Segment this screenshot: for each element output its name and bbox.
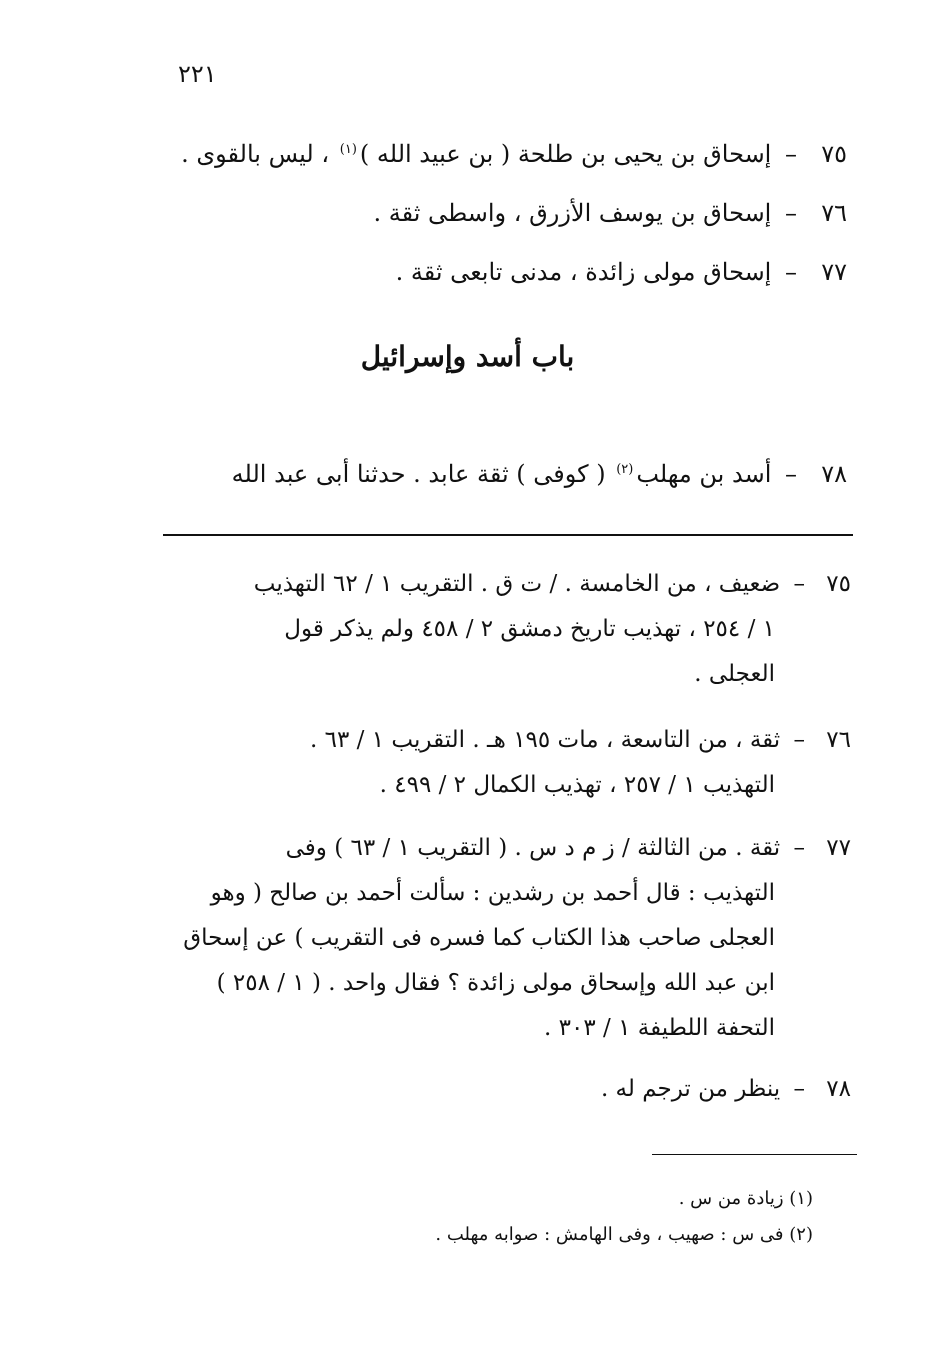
footnote-ref[interactable]: (١) <box>339 142 357 157</box>
note-line: التهذيب : قال أحمد بن رشدين : سألت أحمد بن صالح ( وهو <box>210 880 775 906</box>
entry-dash: – <box>785 258 797 286</box>
note-number: ٧٥ <box>826 571 851 597</box>
note-line <box>161 562 851 607</box>
footnote-mark: (٢) <box>789 1224 813 1245</box>
note-text: ضعيف ، من الخامسة . / ت ق . التقريب ١ / ٦٢ التهذيب <box>253 571 781 597</box>
entry-dash: – <box>785 199 797 227</box>
note-line <box>161 718 851 763</box>
page-number: ٢٢١ <box>178 60 217 88</box>
entry-number: ٧٥ <box>821 140 847 168</box>
entry-dash: – <box>785 140 797 168</box>
entry-text: إسحاق بن يوسف الأزرق ، واسطى ثقة . <box>373 199 772 227</box>
note-line: ١ / ٢٥٤ ، تهذيب تاريخ دمشق ٢ / ٤٥٨ ولم يذكر قول <box>284 616 775 642</box>
entry-75 <box>157 130 847 174</box>
note-76 <box>161 718 851 808</box>
note-line <box>161 826 851 871</box>
note-line: العجلى . <box>694 661 775 687</box>
entry-text: ، ليس بالقوى . <box>181 140 330 168</box>
entry-78 <box>157 450 847 494</box>
entry-number: ٧٨ <box>821 460 847 488</box>
note-line <box>161 1067 851 1112</box>
entry-text: أسد بن مهلب <box>636 460 772 488</box>
footnote-ref[interactable]: (٢) <box>616 462 634 477</box>
note-text: ينظر من ترجم له . <box>600 1076 781 1102</box>
footnote-text: فى س : صهيب ، وفى الهامش : صوابه مهلب . <box>435 1224 784 1245</box>
entry-dash: – <box>785 460 797 488</box>
note-dash: – <box>793 571 805 597</box>
note-dash: – <box>793 1076 805 1102</box>
entry-number: ٧٧ <box>821 258 847 286</box>
note-77 <box>161 826 851 1051</box>
note-dash: – <box>793 727 805 753</box>
notes-separator <box>163 534 853 536</box>
entry-77 <box>157 252 847 292</box>
note-75 <box>161 562 851 697</box>
note-text: ثقة ، من التاسعة ، مات ١٩٥ هـ . التقريب ١ / ٦٣ . <box>310 727 781 753</box>
note-line: ابن عبد الله وإسحاق مولى زائدة ؟ فقال واحد . ( ١ / ٢٥٨ ) <box>216 970 775 996</box>
note-number: ٧٧ <box>826 835 851 861</box>
footnote-2 <box>293 1218 813 1252</box>
note-number: ٧٦ <box>826 727 851 753</box>
entry-text: إسحاق بن يحيى بن طلحة ( بن عبيد الله ) <box>359 140 772 168</box>
note-number: ٧٨ <box>826 1076 851 1102</box>
note-line: التحفة اللطيفة ١ / ٣٠٣ . <box>544 1015 775 1041</box>
entry-number: ٧٦ <box>821 199 847 227</box>
footnote-separator <box>652 1154 857 1155</box>
section-heading: باب أسد وإسرائيل <box>360 340 575 373</box>
note-dash: – <box>793 835 805 861</box>
note-78 <box>161 1067 851 1112</box>
note-line: التهذيب ١ / ٢٥٧ ، تهذيب الكمال ٢ / ٤٩٩ . <box>379 772 775 798</box>
note-line: العجلى صاحب هذا الكتاب كما فسره فى التقريب ) عن إسحاق <box>183 925 775 951</box>
footnote-text: زيادة من س . <box>678 1188 784 1209</box>
footnote-1 <box>293 1182 813 1216</box>
note-text: ثقة . من الثالثة / ز م د س . ( التقريب ١ / ٦٣ ) وفى <box>285 835 781 861</box>
entry-76 <box>157 193 847 233</box>
entry-text: إسحاق مولى زائدة ، مدنى تابعى ثقة . <box>395 258 772 286</box>
entry-text: ( كوفى ) ثقة عابد . حدثنا أبى عبد الله <box>231 460 606 488</box>
footnote-mark: (١) <box>789 1188 813 1209</box>
